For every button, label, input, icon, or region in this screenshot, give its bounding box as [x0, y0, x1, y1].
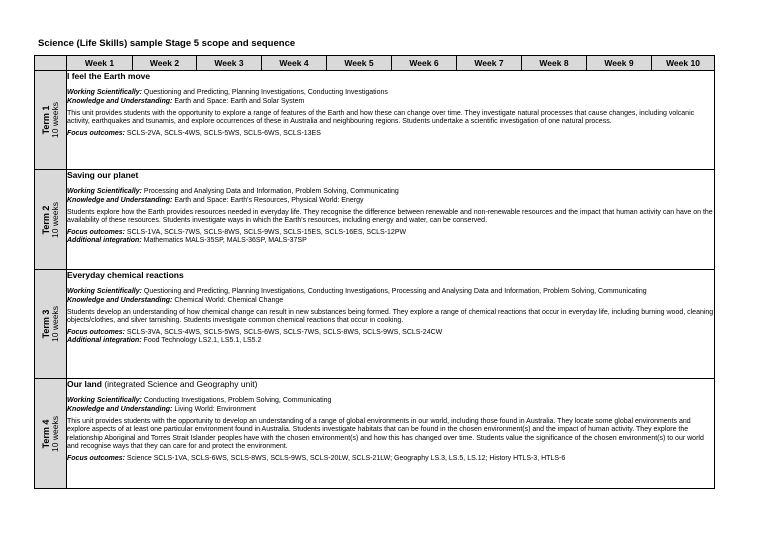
knowledge-understanding: Knowledge and Understanding: Earth and Space: Earth and Solar System	[67, 97, 305, 105]
term-name: Term 4	[40, 419, 51, 448]
unit-title: I feel the Earth move	[67, 71, 151, 81]
term-label-cell	[35, 379, 67, 489]
term-row	[35, 71, 715, 170]
unit-content-cell	[67, 379, 715, 489]
working-scientifically: Working Scientifically: Questioning and Predicting, Planning Investigations, Conducting Investigations, Processing and Analysing Data and Information, Problem Solving, Communicating	[67, 288, 647, 296]
knowledge-understanding: Knowledge and Understanding: Earth and Space: Earth's Resources, Physical World: Energy	[67, 196, 364, 204]
week-header-row	[35, 56, 715, 71]
term-name: Term 1	[40, 105, 51, 135]
unit-title: Everyday chemical reactions	[67, 270, 184, 280]
header-corner-cell	[35, 56, 67, 71]
working-scientifically: Working Scientifically: Conducting Investigations, Problem Solving, Communicating	[67, 397, 332, 405]
term-name: Term 2	[40, 205, 51, 234]
unit-description: This unit provides students with the opportunity to develop an understanding of a range of global environments in our world, including those found in Australia. They locate some global environments and explore aspects of at least one particular environment found in Australia. Students investigate habitats that can be found in the chosen environment(s) and the impact of human activity. They explore the relationship Aboriginal and Torres Strait Islander peoples have with the chosen environment(s) and how this has changed over time. Students value the significance of the chosen environment(s) to our world and recognise ways that they can care for and protect the environment.	[67, 417, 704, 451]
week-header: Week 4	[262, 56, 327, 71]
week-header: Week 10	[652, 56, 715, 71]
week-header: Week 8	[522, 56, 587, 71]
week-header: Week 3	[197, 56, 262, 71]
week-header: Week 1	[67, 56, 133, 71]
unit-description: This unit provides students with the opportunity to explore a range of features of the Earth and how these can change over time. They investigate natural processes that cause changes, including volcanic activity, earthquakes and tsunamis, and explore occurrences of these in Australia and neighbouring regions. Students undertake a scientific investigation of one natural process.	[67, 109, 695, 126]
term-duration: 10 weeks	[49, 201, 60, 238]
week-header: Week 7	[457, 56, 522, 71]
focus-outcomes: Focus outcomes: SCLS-1VA, SCLS-7WS, SCLS-8WS, SCLS-9WS, SCLS-15ES, SCLS-16ES, SCLS-12PW	[67, 228, 407, 236]
term-name: Term 3	[40, 309, 51, 339]
week-header: Week 2	[133, 56, 197, 71]
scope-sequence-table	[34, 55, 715, 489]
term-row	[35, 379, 715, 489]
focus-outcomes: Focus outcomes: SCLS-2VA, SCLS-4WS, SCLS-5WS, SCLS-6WS, SCLS-13ES	[67, 129, 321, 137]
additional-integration: Additional integration: Food Technology LS2.1, LS5.1, LS5.2	[67, 337, 262, 345]
unit-content-cell	[67, 71, 715, 170]
knowledge-understanding: Knowledge and Understanding: Chemical World: Chemical Change	[67, 296, 284, 304]
term-duration: 10 weeks	[49, 415, 60, 452]
unit-title: Saving our planet	[67, 170, 139, 180]
focus-outcomes: Focus outcomes: Science SCLS-1VA, SCLS-6WS, SCLS-8WS, SCLS-9WS, SCLS-20LW, SCLS-21LW; Geography LS.3, LS.5, LS.12; History HTLS-3, HTLS-6	[67, 454, 566, 462]
knowledge-understanding: Knowledge and Understanding: Living World: Environment	[67, 405, 256, 413]
term-row	[35, 270, 715, 379]
term-label-cell	[35, 170, 67, 270]
working-scientifically: Working Scientifically: Processing and Analysing Data and Information, Problem Solving, Communicating	[67, 188, 399, 196]
term-label-cell	[35, 270, 67, 379]
term-label-cell	[35, 71, 67, 170]
week-header: Week 6	[392, 56, 457, 71]
unit-content-cell	[67, 170, 715, 270]
week-header: Week 5	[327, 56, 392, 71]
document-title: Science (Life Skills) sample Stage 5 scope and sequence	[38, 38, 296, 49]
working-scientifically: Working Scientifically: Questioning and Predicting, Planning Investigations, Conducting Investigations	[67, 89, 388, 97]
unit-description: Students explore how the Earth provides resources needed in everyday life. They recognise the difference between renewable and non-renewable resources and the impact that human activity can have on the availability of these resources. Students investigate ways in which the Earth's resources, including energy and water, can be conserved.	[67, 208, 713, 225]
additional-integration: Additional integration: Mathematics MALS-35SP, MALS-36SP, MALS-37SP	[67, 237, 307, 245]
term-duration: 10 weeks	[49, 306, 60, 342]
week-header: Week 9	[587, 56, 652, 71]
focus-outcomes: Focus outcomes: SCLS-3VA, SCLS-4WS, SCLS-5WS, SCLS-6WS, SCLS-7WS, SCLS-8WS, SCLS-9WS, SCLS-24CW	[67, 328, 443, 336]
unit-title: Our land (integrated Science and Geography unit)	[67, 379, 258, 389]
unit-description: Students develop an understanding of how chemical change can result in new substances being formed. They explore a range of chemical reactions that occur in everyday life, including burning wood, cleaning objects/clothes, and silver tarnishing. Students investigate common chemical reactions that occur in cooking.	[67, 308, 714, 325]
unit-content-cell	[67, 270, 715, 379]
term-duration: 10 weeks	[49, 102, 60, 138]
term-row	[35, 170, 715, 270]
